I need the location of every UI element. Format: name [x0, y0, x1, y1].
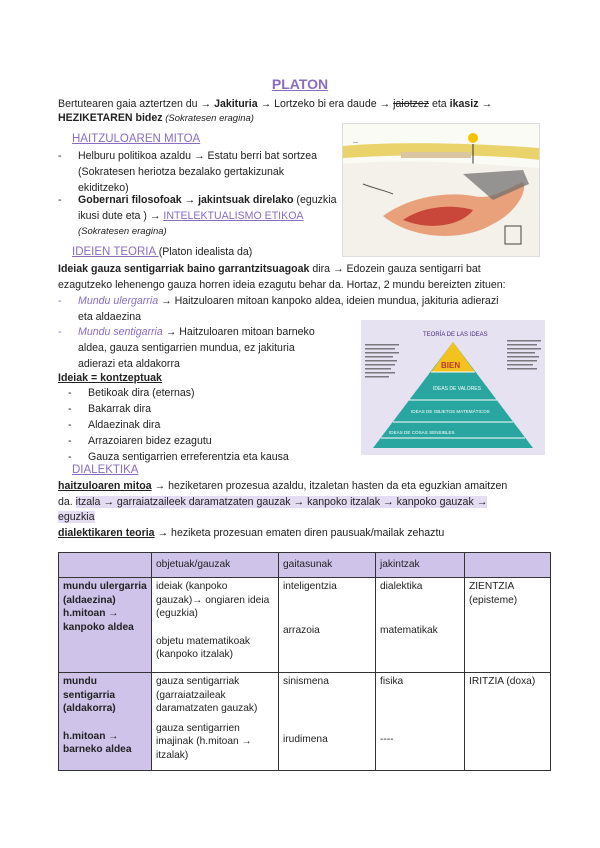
table-cell: IRITZIA (doxa) — [465, 673, 551, 771]
table-header-row — [59, 553, 551, 578]
intro-line-1: Bertutearen gaia aztertzen du → Jakituria → Lortzeko bi era daude → jaiotzez eta ikasiz → — [58, 98, 493, 110]
svg-text:—: — — [353, 140, 358, 146]
dialektika-line-3: eguzkia — [58, 511, 95, 523]
dialektika-line-4: dialektikaren teoria → heziketa prozesuan ematen diren pausuak/mailak zehaztu — [58, 527, 445, 539]
mundu-ulergarria-item: - Mundu ulergarria → Haitzuloaren mitoan kanpoko aldea, ideien mundua, jakituria adierazi eta aldaezina — [78, 293, 552, 325]
table-row — [59, 578, 551, 673]
heading-dialektika: DIALEKTIKA — [72, 464, 139, 476]
ideia-item: - Gauza sentigarrien erreferentzia eta kausa — [88, 449, 289, 465]
table-cell: gauza sentigarriak (garraiatzaileak daramatzaten gauzak) gauza sentigarrien imajinak (h.mitoan → itzalak) — [152, 673, 279, 771]
theory-of-ideas-pyramid-image — [361, 320, 545, 455]
table-row — [59, 673, 551, 771]
table-header: gaitasunak — [279, 553, 376, 578]
pyramid-level-4: IDEAS DE COSAS SENSIBLES — [389, 430, 455, 435]
table-cell: inteligentzia arrazoia — [279, 578, 376, 673]
heading-ideien-row: IDEIEN TEORIA (Platon idealista da) — [72, 246, 253, 258]
table-header: jakintzak — [376, 553, 465, 578]
pyramid-top-label: BIEN — [441, 361, 461, 370]
ideia-item: - Betikoak dira (eternas) — [88, 385, 195, 401]
row-head-sentigarria: mundu sentigarria (aldakorra) h.mitoan → barneko aldea — [59, 673, 152, 771]
haitzuloa-bullet-1: - Helburu politikoa azaldu → Estatu berri bat sortzea (Sokratesen heriotza bezalako gertakizunak ekiditzeko) — [78, 148, 340, 196]
kontzeptuak-heading: Ideiak = kontzeptuak — [58, 372, 162, 384]
pyramid-title: TEORÍA DE LAS IDEAS — [423, 332, 488, 338]
page-title: PLATON — [271, 76, 329, 92]
table-cell: sinismena irudimena — [279, 673, 376, 771]
table-cell: ZIENTZIA (episteme) — [465, 578, 551, 673]
ideien-para-1: Ideiak gauza sentigarriak baino garrantzitsuagoak dira → Edozein gauza sentigarri bat — [58, 263, 481, 275]
row-head-ulergarria: mundu ulergarria (aldaezina) h.mitoan → kanpoko aldea — [59, 578, 152, 673]
ideia-item: - Aldaezinak dira — [88, 417, 160, 433]
ideien-para-2: ezagutzeko lehenengo gauza horren ideia ezagutu behar da. Hortaz, 2 mundu bereizten zituen: — [58, 279, 506, 291]
cave-allegory-image — [342, 123, 540, 257]
table-cell: dialektika matematikak — [376, 578, 465, 673]
knowledge-table — [58, 552, 551, 771]
mundu-sentigarria-item: - Mundu sentigarria → Haitzuloaren mitoan barneko aldea, gauza sentigarrien mundua, ez jakituria adierazi eta aldakorra — [78, 324, 360, 372]
dialektika-line-2: da. itzala → garraiatzaileek daramatzaten gauzak → kanpoko itzalak → kanpoko gauzak → — [58, 496, 488, 508]
table-header — [465, 553, 551, 578]
ideia-item: - Arrazoiaren bidez ezagutu — [88, 433, 212, 449]
table-cell: fisika ---- — [376, 673, 465, 771]
table-cell: ideiak (kanpoko gauzak)→ ongiaren ideia (eguzkia) objetu matematikoak (kanpoko itzalak) — [152, 578, 279, 673]
ideia-item: - Bakarrak dira — [88, 401, 151, 417]
table-header — [59, 553, 152, 578]
intro-line-2: HEZIKETAREN bidez (Sokratesen eragina) — [58, 112, 254, 124]
pyramid-level-3: IDEAS DE OBJETOS MATEMÁTICOS — [411, 409, 490, 414]
pyramid-level-2: IDEAS DE VALORES — [433, 386, 481, 392]
haitzuloa-bullet-2: - Gobernari filosofoak → jakintsuak direlako (eguzkia ikusi dute eta ) → INTELEKTUALISMO ETIKOA (Sokratesen eragina) — [78, 192, 340, 240]
dialektika-line-1: haitzuloaren mitoa → heziketaren prozesua azaldu, itzaletan hasten da eta eguzkian amaitzen — [58, 480, 508, 492]
heading-haitzuloa: HAITZULOAREN MITOA — [72, 133, 201, 145]
table-header: objetuak/gauzak — [152, 553, 279, 578]
